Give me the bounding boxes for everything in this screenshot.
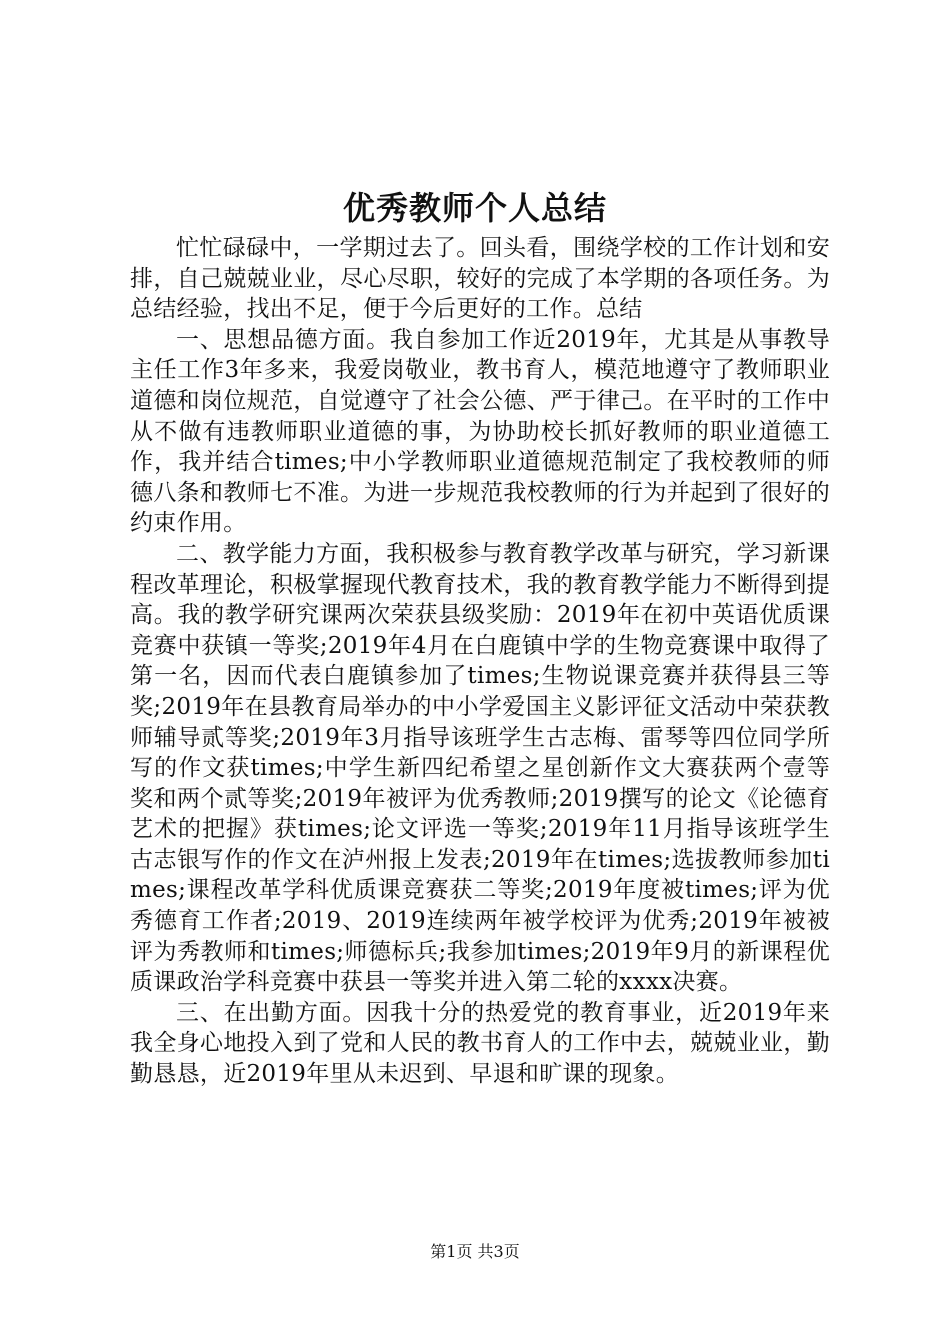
paragraph-teaching-ability: 二、教学能力方面，我积极参与教育教学改革与研究，学习新课程改革理论，积极掌握现代教育技术，我的教育教学能力不断得到提高。我的教学研究课两次荣获县级奖励：2019年在初中英语优质课竞赛中获镇一等奖;2019年4月在白鹿镇中学的生物竞赛课中取得了第一名，因而代表白鹿镇参加了times;生物说课竞赛并获得县三等奖;2019年在县教育局举办的中小学爱国主义影评征文活动中荣获教师辅导贰等奖;2019年3月指导该班学生古志梅、雷琴等四位同学所写的作文获times;中学生新四纪希望之星创新作文大赛获两个壹等奖和两个贰等奖;2019年被评为优秀教师;2019撰写的论文《论德育艺术的把握》获times;论文评选一等奖;2019年11月指导该班学生古志银写作的作文在泸州报上发表;2019年在times;选拔教师参加times;课程改革学科优质课竞赛获二等奖;2019年度被times;评为优秀德育工作者;2019、2019连续两年被学校评为优秀;2019年被被评为秀教师和times;师德标兵;我参加times;2019年9月的新课程优质课政治学科竞赛中获县一等奖并进入第二轮的xxxx决赛。 bbox=[130, 540, 830, 996]
paragraph-moral-character: 一、思想品德方面。我自参加工作近2019年，尤其是从事教导主任工作3年多来，我爱岗敬业，教书育人，模范地遵守了教师职业道德和岗位规范，自觉遵守了社会公德、严于律己。在平时的工作中从不做有违教师职业道德的事，为协助校长抓好教师的职业道德工作，我并结合times;中小学教师职业道德规范制定了我校教师的师德八条和教师七不准。为进一步规范我校教师的行为并起到了很好的约束作用。 bbox=[130, 326, 830, 537]
document-body bbox=[130, 233, 830, 1090]
page-footer: 第1页 共3页 bbox=[430, 1242, 520, 1261]
paragraph-attendance: 三、在出勤方面。因我十分的热爱党的教育事业，近2019年来我全身心地投入到了党和人民的教书育人的工作中去，兢兢业业，勤勤恳恳，近2019年里从未迟到、早退和旷课的现象。 bbox=[130, 999, 830, 1088]
paragraph-intro: 忙忙碌碌中，一学期过去了。回头看，围绕学校的工作计划和安排，自己兢兢业业，尽心尽职，较好的完成了本学期的各项任务。为总结经验，找出不足，便于今后更好的工作。总结 bbox=[130, 235, 830, 323]
document-title: 优秀教师个人总结 bbox=[342, 189, 607, 227]
